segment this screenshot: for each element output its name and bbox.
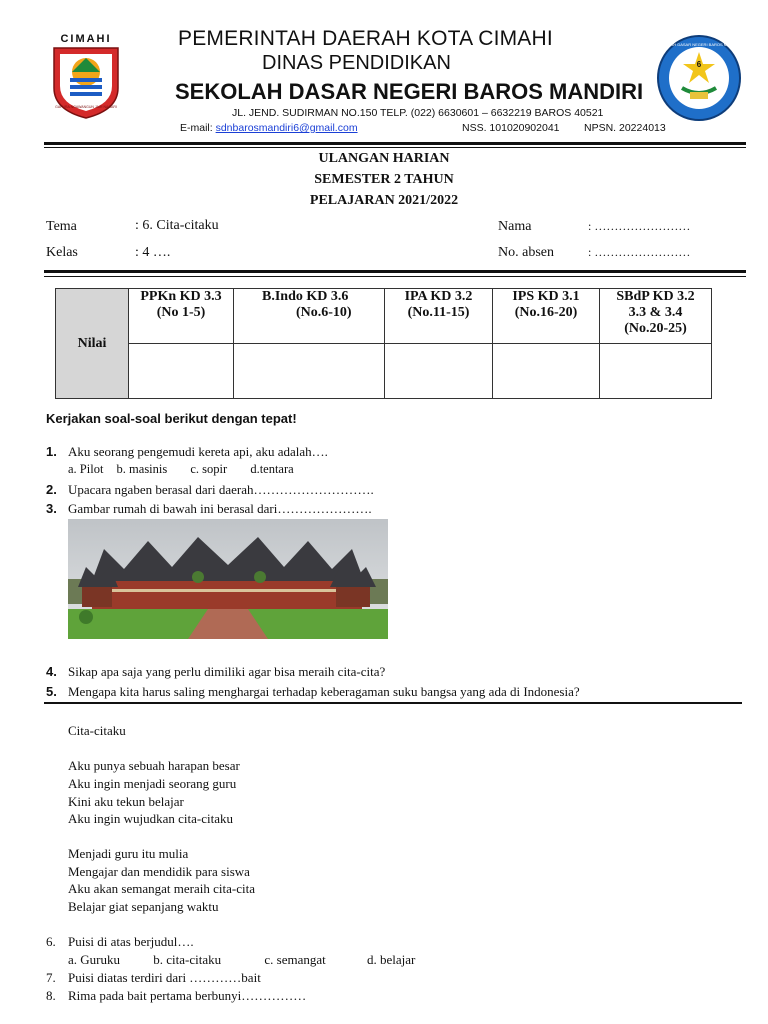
question-6 (46, 934, 194, 950)
q1-option-b: b. masinis (116, 462, 168, 476)
q1-option-a: a. Pilot (68, 462, 104, 476)
score-cell-bindo[interactable] (234, 344, 385, 399)
header-rule (44, 142, 746, 145)
question-8 (46, 988, 307, 1004)
q6-option-c: c. semangat (264, 952, 326, 967)
q4-text: Sikap apa saja yang perlu dimiliki agar bisa meraih cita-cita? (68, 664, 386, 679)
col-bindo-range: (No.6-10) (296, 305, 352, 320)
col-ips-range: (No.16-20) (514, 305, 578, 320)
q6-text: Puisi di atas berjudul…. (68, 934, 194, 949)
q4-number: 4. (46, 664, 57, 679)
q7-text: Puisi diatas terdiri dari …………bait (68, 970, 261, 985)
poem-line: Aku akan semangat meraih cita-cita (68, 881, 255, 896)
header-rule-thin (44, 147, 746, 148)
score-cell-ips[interactable] (493, 344, 600, 399)
rumah-gadang-photo (68, 519, 388, 639)
q5-number: 5. (46, 684, 57, 699)
kelas-label: Kelas (46, 245, 78, 260)
q6-option-b: b. cita-citaku (153, 952, 222, 967)
score-table-header-row (56, 289, 712, 344)
q1-option-c: c. sopir (190, 462, 228, 476)
tema-value: : 6. Cita-citaku (135, 218, 219, 233)
tema-label: Tema (46, 219, 77, 234)
q6-option-a: a. Guruku (68, 952, 120, 967)
email-link[interactable]: sdnbarosmandiri6@gmail.com (215, 122, 358, 134)
poem-line: Menjadi guru itu mulia (68, 846, 189, 861)
question-3 (46, 501, 372, 517)
q2-number: 2. (46, 482, 57, 497)
exam-semester: SEMESTER 2 TAHUN (314, 172, 454, 187)
col-ppkn (129, 289, 234, 344)
cimahi-logo-motto: GAPURA NGAWANGUN JAIR NAGARI (55, 105, 117, 109)
col-sbdp (600, 289, 712, 344)
header-department: DINAS PENDIDIKAN (262, 52, 451, 74)
absen-field[interactable]: : …………………… (588, 245, 691, 259)
instruction: Kerjakan soal-soal berikut dengan tepat! (46, 411, 297, 426)
header-nss: NSS. 101020902041 (462, 122, 560, 134)
col-ips-kd: IPS KD 3.1 (512, 289, 580, 304)
col-ipa-range: (No.11-15) (407, 305, 470, 320)
question-4 (46, 664, 386, 680)
info-rule-thin (44, 276, 746, 277)
nilai-cell: Nilai (56, 289, 129, 399)
header-government: PEMERINTAH DAERAH KOTA CIMAHI (178, 27, 553, 50)
question-2 (46, 482, 374, 498)
question-5 (46, 684, 580, 700)
col-sbdp-range: (No.20-25) (624, 321, 687, 336)
q6-option-d: d. belajar (366, 952, 416, 967)
header-address: JL. JEND. SUDIRMAN NO.150 TELP. (022) 6630601 – 6632219 BAROS 40521 (232, 107, 604, 119)
col-bindo (234, 289, 385, 344)
question-1 (46, 444, 328, 460)
q6-options (68, 952, 415, 968)
q1-option-d: d.tentara (250, 462, 294, 476)
school-logo-ring: SEKOLAH DASAR NEGERI BAROS MANDIRI (657, 42, 741, 47)
poem-line: Mengajar dan mendidik para siswa (68, 864, 250, 879)
score-table-input-row (56, 344, 712, 399)
q5-text: Mengapa kita harus saling menghargai terhadap keberagaman suku bangsa yang ada di Indonesia? (68, 684, 580, 699)
q3-text: Gambar rumah di bawah ini berasal dari…………………. (68, 501, 372, 516)
col-sbdp-kd2: 3.3 & 3.4 (628, 305, 683, 320)
exam-title: ULANGAN HARIAN (318, 151, 450, 166)
school-logo-number: 6 (696, 60, 702, 69)
col-ppkn-range: (No 1-5) (156, 305, 206, 320)
header-email-row (180, 122, 358, 134)
school-logo (656, 34, 742, 122)
col-ipa-kd: IPA KD 3.2 (404, 289, 473, 304)
q3-number: 3. (46, 501, 57, 516)
kelas-value: : 4 …. (135, 245, 171, 260)
q1-text: Aku seorang pengemudi kereta api, aku adalah…. (68, 444, 328, 459)
q2-text: Upacara ngaben berasal dari daerah………………………. (68, 482, 374, 497)
absen-label: No. absen (498, 245, 554, 260)
question-7 (46, 970, 261, 986)
q6-number: 6. (46, 934, 56, 949)
exam-year: PELAJARAN 2021/2022 (309, 193, 459, 208)
q1-number: 1. (46, 444, 57, 459)
poem-line: Aku punya sebuah harapan besar (68, 758, 240, 773)
score-cell-sbdp[interactable] (600, 344, 712, 399)
cimahi-logo-text: CIMAHI (60, 33, 112, 45)
poem-line: Belajar giat sepanjang waktu (68, 899, 219, 914)
q8-number: 8. (46, 988, 56, 1003)
score-cell-ppkn[interactable] (129, 344, 234, 399)
col-ppkn-kd: PPKn KD 3.3 (140, 289, 222, 304)
poem-line: Aku ingin menjadi seorang guru (68, 776, 237, 791)
poem-line: Aku ingin wujudkan cita-citaku (68, 811, 233, 826)
poem-title: Cita-citaku (68, 723, 126, 738)
col-sbdp-kd: SBdP KD 3.2 (616, 289, 695, 304)
email-label: E-mail: (180, 122, 213, 134)
nama-label: Nama (498, 219, 532, 234)
section-divider (44, 702, 742, 704)
score-cell-ipa[interactable] (385, 344, 493, 399)
q1-options (68, 462, 294, 477)
q8-text: Rima pada bait pertama berbunyi…………… (68, 988, 307, 1003)
nama-field[interactable]: : …………………… (588, 219, 691, 233)
score-table (55, 288, 712, 399)
cimahi-logo (46, 30, 126, 122)
col-bindo-kd: B.Indo KD 3.6 (262, 289, 349, 304)
header-npsn: NPSN. 20224013 (584, 122, 666, 134)
col-ipa (385, 289, 493, 344)
poem-line: Kini aku tekun belajar (68, 794, 184, 809)
info-rule (44, 270, 746, 273)
col-ips (493, 289, 600, 344)
q7-number: 7. (46, 970, 56, 985)
header-school-name: SEKOLAH DASAR NEGERI BAROS MANDIRI (175, 79, 644, 104)
